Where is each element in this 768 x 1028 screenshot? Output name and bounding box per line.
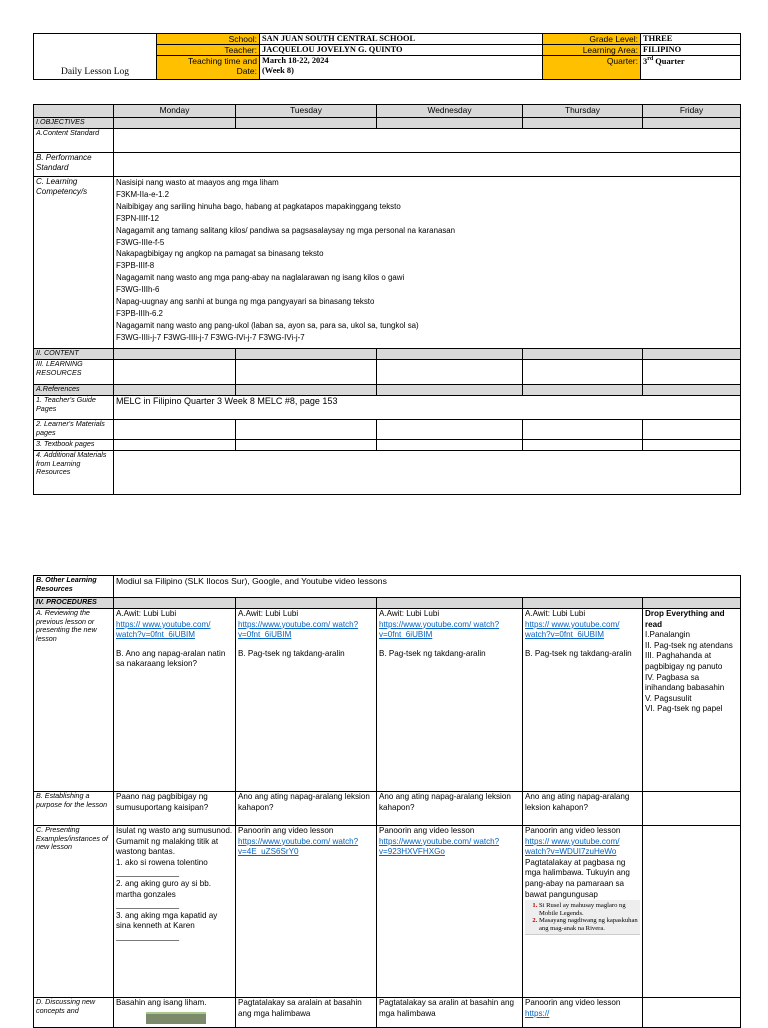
competency-line: Nasisipi nang wasto at maayos ang mga liham [116, 178, 279, 187]
competency-code: F3PB-IIIh-6.2 [116, 308, 163, 318]
title-cell [34, 34, 157, 80]
presenting-thursday [523, 826, 643, 998]
competency-code: F3WG-IIIh-6 [116, 285, 160, 295]
discussing-tuesday: Pagtatalakay sa aralain at basahin ang mga halimbawa [236, 998, 377, 1028]
competency-code: F3WG-IIIi-j-7 F3WG-IIIi-j-7 F3WG-IVi-j-7 F3WG-IVi-j-7 [116, 332, 305, 342]
example-sentences-image [525, 900, 640, 934]
area-label: Learning Area: [543, 45, 641, 56]
discussing-monday [114, 998, 236, 1028]
tg-label: 1. Teacher's Guide Pages [34, 396, 114, 420]
writing-instruction: Isulat ng wasto ang sumusunod. Gumamit ng malaking titik at wastong bantas. [116, 826, 233, 857]
video-instruction: Panoorin ang video lesson [525, 826, 621, 835]
example-sentence: 1. Si Rusel ay mahusay maglaro ng Mobile Legends. [539, 902, 638, 917]
writing-item: 2. ang aking guro ay si bb. martha gonzales [116, 878, 211, 899]
answer-blank: ______________ [116, 868, 180, 878]
song-title: A.Awit: Lubi Lubi [116, 609, 177, 618]
date-value [260, 56, 543, 80]
reviewing-friday [643, 609, 741, 792]
song-title: A.Awit: Lubi Lubi [379, 609, 440, 618]
school-label: School: [157, 34, 260, 45]
time-label-2: Date: [236, 66, 257, 76]
discussion-text: Pagtatalakay at pagbasa ng mga halimbawa. Tukuyin ang pang-abay na pamaraan sa bawat pangungusap [525, 857, 630, 899]
homework-check: B. Pag-tsek ng takdang-aralin [379, 648, 486, 658]
grade-value: THREE [641, 34, 741, 45]
review-question: B. Ano ang napag-aralan natin sa nakaraang leksion? [116, 648, 226, 669]
purpose-thursday: Ano ang ating napag-aralang leksion kahapon? [523, 792, 643, 826]
competency-label: C. Learning Competency/s [34, 177, 114, 349]
answer-blank: ______________ [116, 931, 180, 941]
song-link[interactable]: https:// www.youtube.com/ watch?v=0fnt_6iUBIM [525, 619, 620, 640]
grade-label: Grade Level: [543, 34, 641, 45]
letter-image [146, 1012, 206, 1024]
song-title: A.Awit: Lubi Lubi [525, 609, 586, 618]
teacher-label: Teacher: [157, 45, 260, 56]
day-wednesday: Wednesday [377, 105, 523, 118]
deer-item: I.Panalangin [645, 630, 691, 640]
song-link[interactable]: https://www.youtube.com/ watch?v=0fnt_6iUBIM [379, 619, 500, 640]
quarter-value [641, 56, 741, 80]
video-link[interactable]: https:// [525, 1008, 550, 1018]
discussing-thursday [523, 998, 643, 1028]
discussing-wednesday: Pagtatalakay sa aralin at basahin ang mga halimbawa [377, 998, 523, 1028]
day-thursday: Thursday [523, 105, 643, 118]
date-line-2: (Week 8) [262, 66, 294, 75]
video-instruction: Panoorin ang video lesson [525, 998, 621, 1007]
song-link[interactable]: https:// www.youtube.com/ watch?v=0fnt_6iUBIM [116, 619, 211, 640]
content-label: II. CONTENT [34, 349, 114, 360]
time-label [157, 56, 260, 80]
competency-line: Nagagamit ang tamang salitang kilos/ pandiwa sa pagsasalaysay ng mga personal na karanasan [116, 225, 456, 235]
lesson-table-bottom [33, 575, 741, 1028]
letter-instruction: Basahin ang isang liham. [116, 998, 207, 1007]
video-link[interactable]: https://www.youtube.com/ watch?v=4E_uZS6SrY0 [238, 836, 359, 857]
performance-standard-label: B. Performance Standard [34, 153, 114, 177]
quarter-label: Quarter: [543, 56, 641, 80]
deer-item: III. Paghahanda at pagbibigay ng panuto [645, 651, 723, 671]
deer-item: IV. Pagbasa sa inihandang babasahin [645, 672, 725, 693]
school-value: SAN JUAN SOUTH CENTRAL SCHOOL [260, 34, 543, 45]
learning-resources-label: III. LEARNING RESOURCES [34, 360, 114, 385]
video-instruction: Panoorin ang video lesson [379, 826, 475, 835]
reviewing-thursday [523, 609, 643, 792]
video-instruction: Panoorin ang video lesson [238, 826, 334, 835]
deer-title: Drop Everything and read [645, 609, 725, 629]
quarter-sup: rd [647, 56, 654, 62]
day-monday: Monday [114, 105, 236, 118]
reviewing-monday [114, 609, 236, 792]
competency-line: Nagagamit nang wasto ang pang-ukol (laban sa, ayon sa, para sa, ukol sa, tungkol sa) [116, 320, 419, 330]
competency-code: F3PB-IIIf-8 [116, 261, 155, 271]
corner-cell [34, 105, 114, 118]
competency-code: F3PN-IIIf-12 [116, 213, 159, 223]
purpose-tuesday: Ano ang ating napag-aralang leksion kahapon? [236, 792, 377, 826]
competency-line: Nagagamit nang wasto ang mga pang-abay na naglalarawan ng isang kilos o gawi [116, 273, 405, 283]
competency-code: F3WG-IIIe-f-5 [116, 237, 165, 247]
other-resources-label: B. Other Learning Resources [34, 576, 114, 598]
reviewing-wednesday [377, 609, 523, 792]
presenting-label: C. Presenting Examples/instances of new lesson [34, 826, 114, 998]
lm-label: 2. Learner's Materials pages [34, 420, 114, 440]
example-sentence: 2. Masayang nagdiwang ng kapaskuhan ang mag-anak na Rivera. [539, 917, 638, 932]
competency-line: Nakapagbibigay ng angkop na pamagat sa binasang teksto [116, 249, 324, 259]
writing-item: 3. ang aking mga kapatid ay sina kenneth at Karen [116, 910, 218, 931]
procedures-label: IV. PROCEDURES [34, 598, 114, 609]
time-label-1: Teaching time and [188, 56, 257, 66]
other-resources-value: Modiul sa Filipino (SLK Ilocos Sur), Google, and Youtube video lessons [114, 576, 741, 598]
reviewing-tuesday [236, 609, 377, 792]
presenting-monday [114, 826, 236, 998]
deer-item: V. Pagsusulit [645, 693, 692, 703]
competency-line: Napag-uugnay ang sanhi at bunga ng mga pangyayari sa binasang teksto [116, 297, 375, 307]
purpose-label: B. Establishing a purpose for the lesson [34, 792, 114, 826]
purpose-monday: Paano nag pagbibigay ng sumusuportang kaisipan? [114, 792, 236, 826]
tg-value: MELC in Filipino Quarter 3 Week 8 MELC #8, page 153 [114, 396, 741, 420]
quarter-rest: Quarter [653, 56, 685, 66]
competency-list [114, 177, 741, 349]
song-link[interactable]: https://www.youtube.com/ watch?v=0fnt_6iUBIM [238, 619, 359, 640]
video-link[interactable]: https:// www.youtube.com/ watch?v=WDUI7zuHeWo [525, 836, 620, 857]
objectives-label: I.OBJECTIVES [34, 118, 114, 129]
date-line-1: March 18-22, 2024 [262, 56, 329, 65]
deer-item: VI. Pag-tsek ng papel [645, 704, 723, 714]
performance-standard-value [114, 153, 741, 177]
additional-value [114, 451, 741, 495]
discussing-friday [643, 998, 741, 1028]
presenting-wednesday [377, 826, 523, 998]
area-value: FILIPINO [641, 45, 741, 56]
homework-check: B. Pag-tsek ng takdang-aralin [238, 648, 345, 658]
presenting-friday [643, 826, 741, 998]
purpose-wednesday: Ano ang ating napag-aralang leksion kahapon? [377, 792, 523, 826]
purpose-friday [643, 792, 741, 826]
writing-item: 1. ako si rowena tolentino [116, 857, 208, 867]
reviewing-label: A. Reviewing the previous lesson or presenting the new lesson [34, 609, 114, 792]
lesson-table-top [33, 104, 741, 495]
references-label: A.References [34, 385, 114, 396]
content-standard-label: A.Content Standard [34, 129, 114, 153]
quarter-num: 3 [643, 56, 648, 66]
answer-blank: ______________ [116, 900, 180, 910]
deer-item: II. Pag-tsek ng atendans [645, 640, 733, 650]
teacher-value: JACQUELOU JOVELYN G. QUINTO [260, 45, 543, 56]
day-friday: Friday [643, 105, 741, 118]
day-tuesday: Tuesday [236, 105, 377, 118]
content-standard-value [114, 129, 741, 153]
video-link[interactable]: https://www.youtube.com/ watch?v=923HXVFHXGo [379, 836, 500, 857]
competency-line: Naibibigay ang sariling hinuha bago, habang at pagkatapos mapakinggang teksto [116, 201, 401, 211]
header-table [33, 33, 741, 80]
song-title: A.Awit: Lubi Lubi [238, 609, 299, 618]
homework-check: B. Pag-tsek ng takdang-aralin [525, 648, 632, 658]
presenting-tuesday [236, 826, 377, 998]
page-title: Daily Lesson Log [60, 67, 130, 77]
textbook-label: 3. Textbook pages [34, 440, 114, 451]
competency-code: F3KM-IIa-e-1.2 [116, 189, 170, 199]
additional-label: 4. Additional Materials from Learning Resources [34, 451, 114, 495]
discussing-label: D. Discussing new concepts and [34, 998, 114, 1028]
